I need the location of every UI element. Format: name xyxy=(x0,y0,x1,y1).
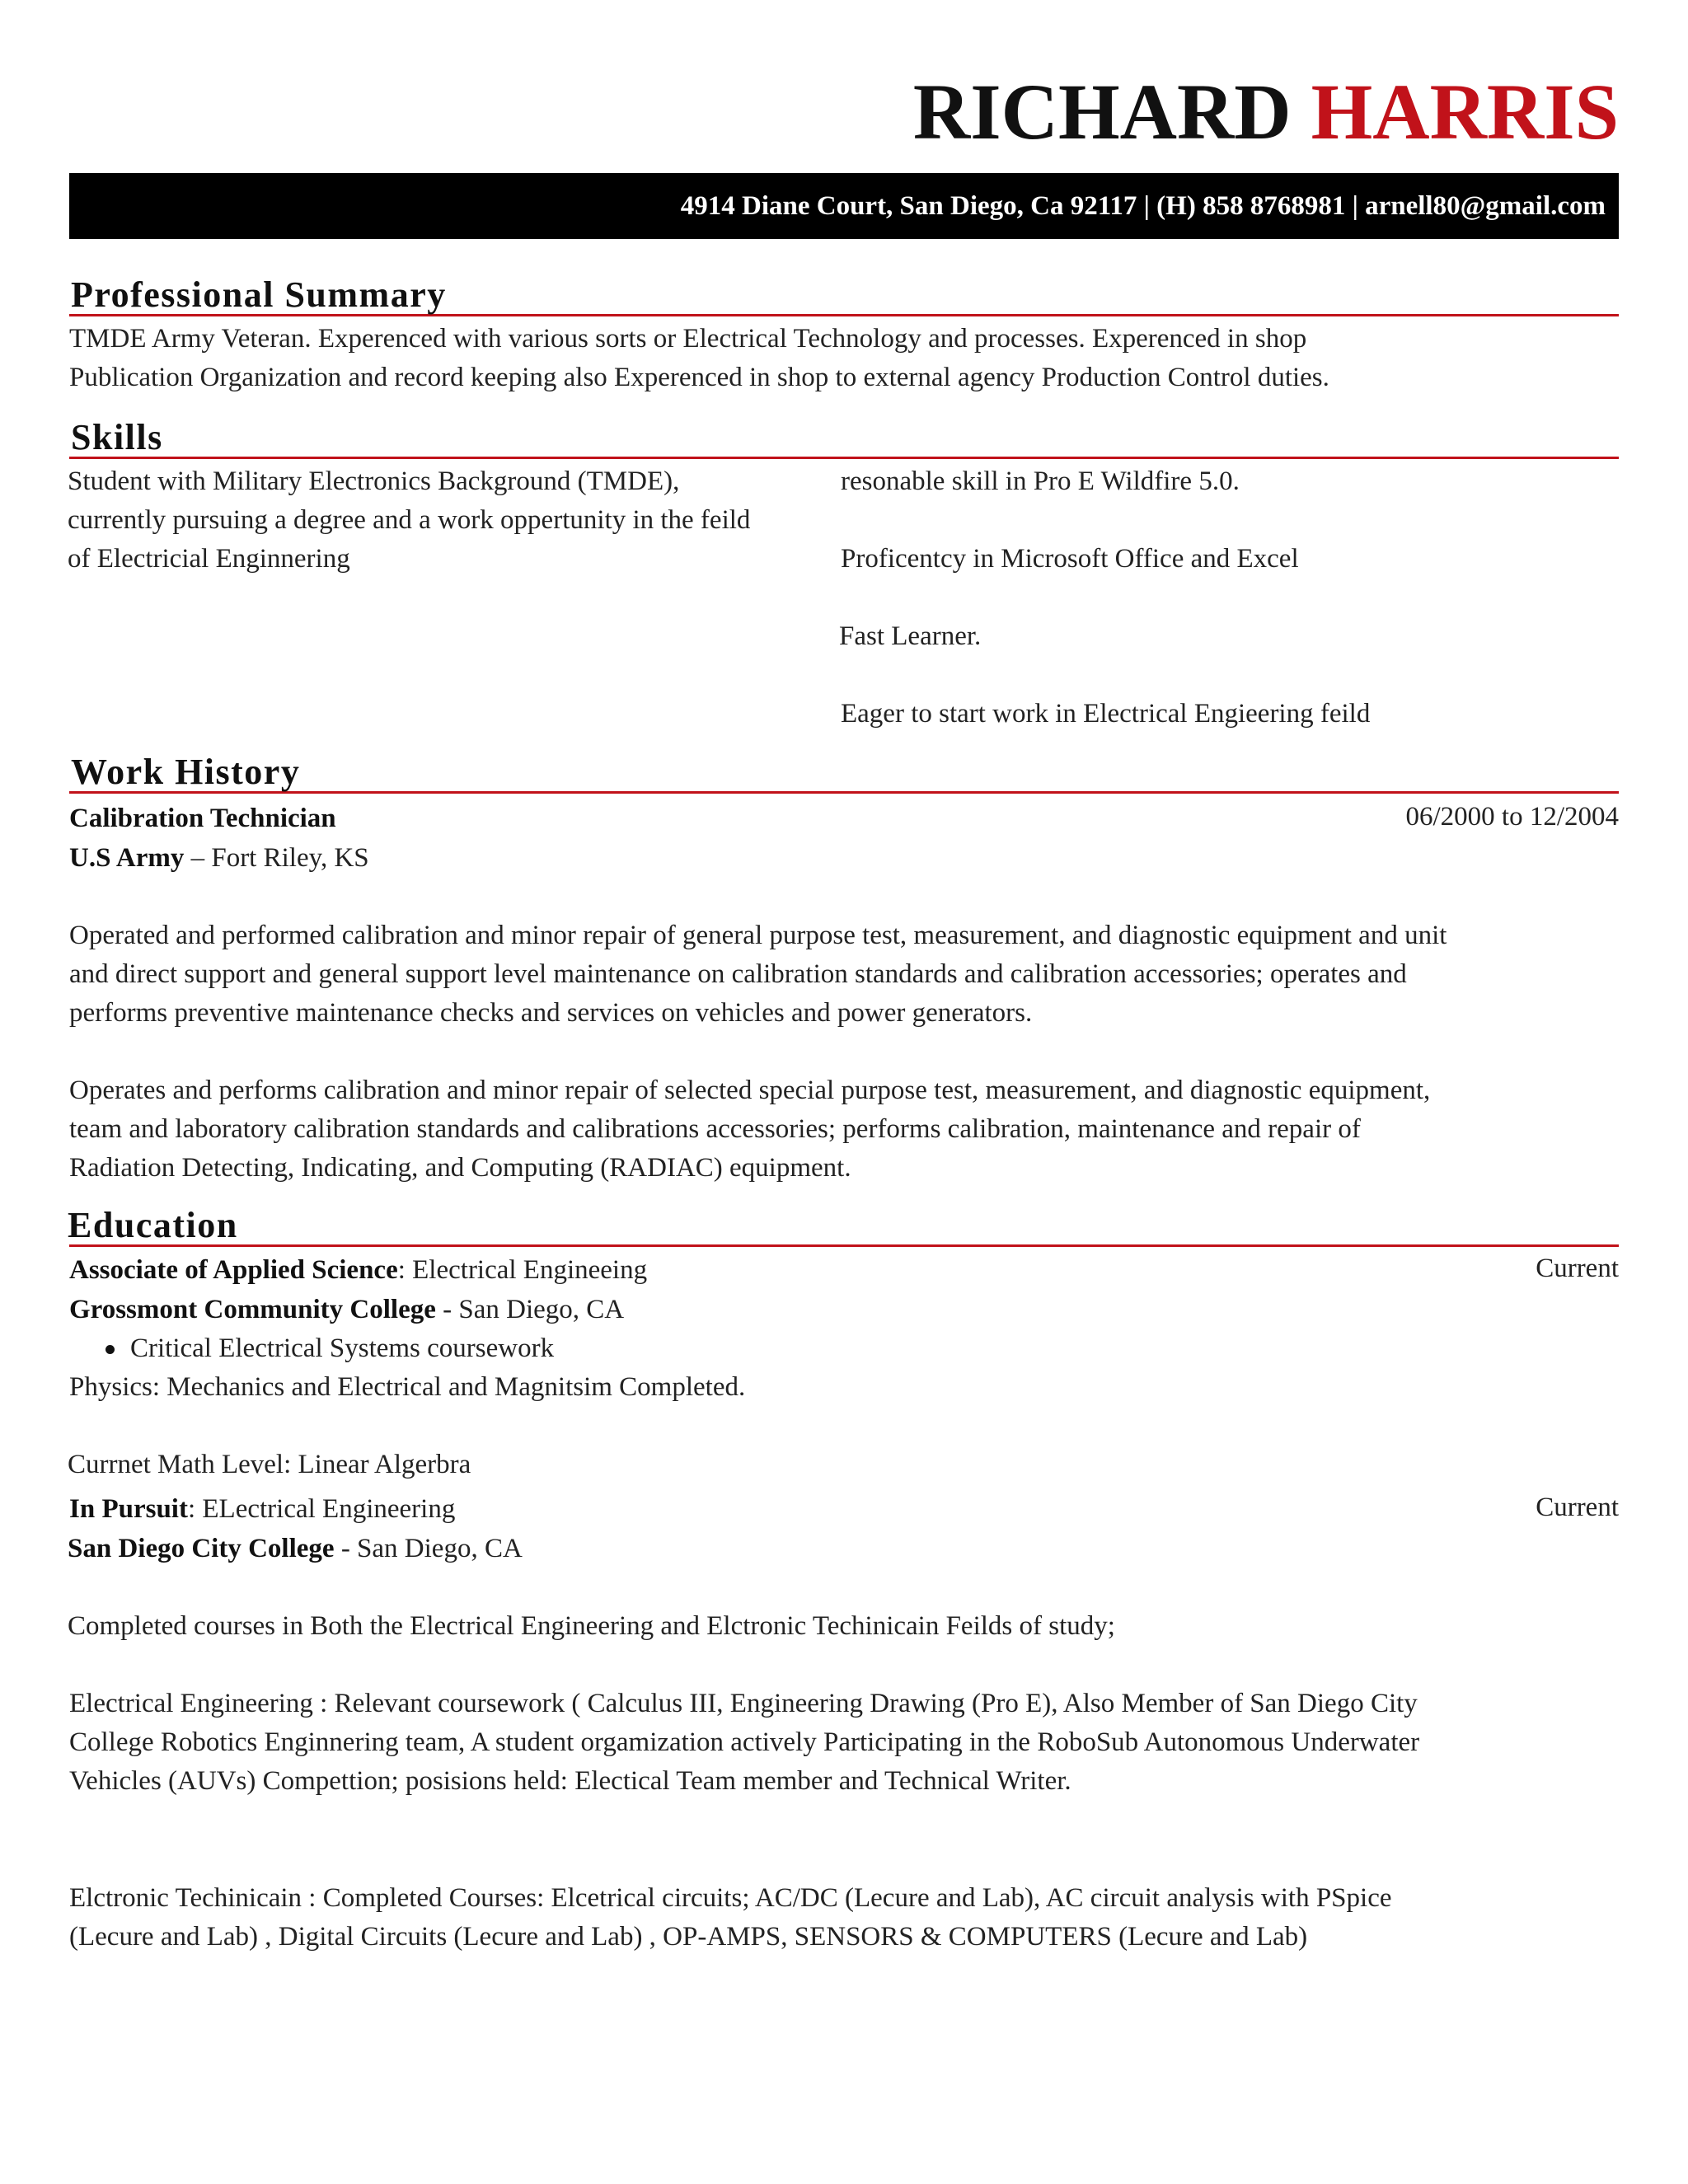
edu2-et-line: (Lecure and Lab) , Digital Circuits (Lecure and Lab) , OP-AMPS, SENSORS & COMPUTERS (Lecure and Lab) xyxy=(69,1922,1308,1952)
skill-item: Proficentcy in Microsoft Office and Excel xyxy=(841,544,1299,574)
edu2-degree: In Pursuit xyxy=(69,1494,188,1524)
bullet-icon xyxy=(106,1345,115,1354)
last-name: HARRIS xyxy=(1311,68,1619,156)
summary-heading-text: Professional Summary xyxy=(71,274,447,315)
edu1-school-line xyxy=(69,1291,624,1329)
work-heading xyxy=(69,752,1619,794)
edu1-detail-line: Physics: Mechanics and Electrical and Magnitsim Completed. xyxy=(69,1372,746,1402)
edu1-school: Grossmont Community College xyxy=(69,1295,436,1324)
education-heading xyxy=(69,1205,1619,1247)
job-desc-line: team and laboratory calibration standards and calibrations accessories; performs calibration, maintenance and repair of xyxy=(69,1114,1361,1144)
edu2-field: : ELectrical Engineering xyxy=(187,1494,456,1524)
edu2-ee-line: Electrical Engineering : Relevant coursework ( Calculus III, Engineering Drawing (Pro E), Also Member of San Diego City xyxy=(69,1689,1418,1718)
skills-left-line: currently pursuing a degree and a work oppertunity in the feild xyxy=(68,505,751,535)
candidate-name xyxy=(912,68,1619,156)
edu2-detail-line: Completed courses in Both the Electrical Engineering and Elctronic Techinicain Feilds of study; xyxy=(68,1611,1115,1641)
job-employer-line xyxy=(69,839,369,878)
edu1-bullet-item: Critical Electrical Systems coursework xyxy=(130,1333,555,1363)
contact-info: 4914 Diane Court, San Diego, Ca 92117 | (H) 858 8768981 | arnell80@gmail.com xyxy=(680,190,1606,221)
job-employer: U.S Army xyxy=(69,843,185,873)
edu2-degree-line xyxy=(69,1490,455,1529)
job-desc-line: Operates and performs calibration and minor repair of selected special purpose test, measurement, and diagnostic equipment, xyxy=(69,1076,1431,1105)
skills-heading xyxy=(69,417,1619,459)
summary-line: TMDE Army Veteran. Experenced with various sorts or Electrical Technology and processes. Experenced in shop xyxy=(69,324,1307,354)
summary-heading xyxy=(69,274,1619,316)
skills-heading-text: Skills xyxy=(71,417,163,457)
edu1-detail-line: Currnet Math Level: Linear Algerbra xyxy=(68,1450,471,1479)
edu2-et-line: Elctronic Techinicain : Completed Courses: Elcetrical circuits; AC/DC (Lecure and Lab), AC circuit analysis with PSpice xyxy=(69,1883,1392,1913)
job-desc-line: Radiation Detecting, Indicating, and Computing (RADIAC) equipment. xyxy=(69,1153,851,1183)
job-dates: 06/2000 to 12/2004 xyxy=(1405,802,1619,832)
work-heading-text: Work History xyxy=(71,752,301,792)
edu2-status: Current xyxy=(1536,1493,1619,1522)
edu1-degree: Associate of Applied Science xyxy=(69,1255,398,1285)
first-name: RICHARD xyxy=(912,68,1292,156)
skills-left-line: Student with Military Electronics Background (TMDE), xyxy=(68,466,680,496)
skills-left-line: of Electricial Enginnering xyxy=(68,544,350,574)
contact-bar xyxy=(69,173,1619,239)
edu1-field: : Electrical Engineeing xyxy=(397,1255,648,1285)
skill-item: Fast Learner. xyxy=(839,621,982,651)
edu2-ee-line: College Robotics Enginnering team, A student orgamization actively Participating in the RoboSub Autonomous Underwater xyxy=(69,1727,1420,1757)
edu1-degree-line xyxy=(69,1251,647,1290)
edu1-location: - San Diego, CA xyxy=(435,1295,625,1324)
skill-item: resonable skill in Pro E Wildfire 5.0. xyxy=(841,466,1240,496)
job-desc-line: performs preventive maintenance checks and services on vehicles and power generators. xyxy=(69,998,1033,1028)
edu2-school: San Diego City College xyxy=(68,1534,335,1563)
edu1-status: Current xyxy=(1536,1254,1619,1283)
skill-item: Eager to start work in Electrical Engieering feild xyxy=(841,699,1371,729)
job-desc-line: and direct support and general support level maintenance on calibration standards and calibration accessories; operates and xyxy=(69,959,1407,989)
edu2-school-line xyxy=(68,1530,523,1568)
job-location: – Fort Riley, KS xyxy=(184,843,369,873)
job-desc-line: Operated and performed calibration and minor repair of general purpose test, measurement, and diagnostic equipment and unit xyxy=(69,921,1447,950)
edu2-ee-line: Vehicles (AUVs) Compettion; posisions held: Electical Team member and Technical Writer. xyxy=(69,1766,1071,1796)
summary-line: Publication Organization and record keeping also Experenced in shop to external agency Production Control duties. xyxy=(69,363,1329,392)
job-title: Calibration Technician xyxy=(69,804,336,833)
edu2-location: - San Diego, CA xyxy=(334,1534,523,1563)
education-heading-text: Education xyxy=(68,1205,238,1245)
